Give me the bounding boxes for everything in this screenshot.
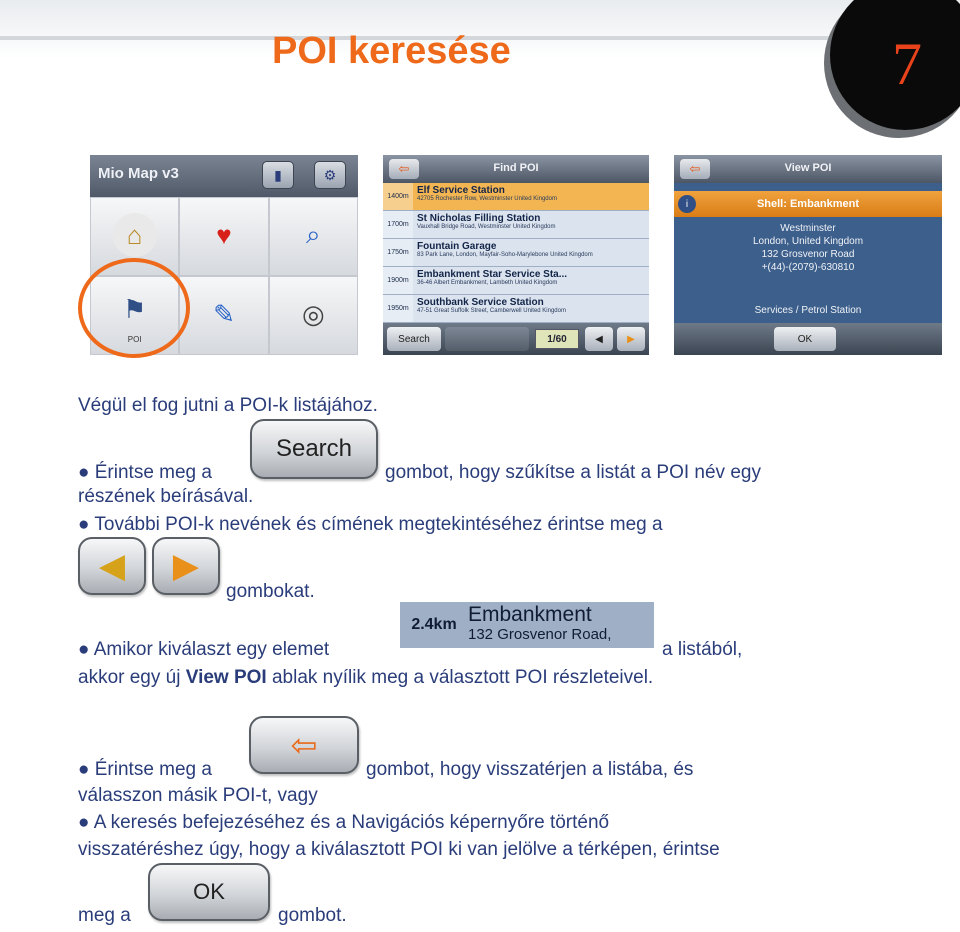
ok-button[interactable]: OK: [148, 863, 270, 921]
poi-distance: 1700m: [383, 211, 413, 238]
poi-name: Fountain Garage: [417, 241, 497, 252]
poi-list-row: [383, 295, 649, 323]
poi-address: 36-46 Albert Embankment, Lambeth United Kingdom: [417, 280, 558, 286]
sample-address: 132 Grosvenor Road,: [468, 626, 612, 643]
bullet-5-line1: ● A keresés befejezéséhez és a Navigációs képernyőre történő: [78, 812, 610, 833]
poi-text: [413, 267, 649, 294]
left-arrow-icon: ◀: [98, 547, 126, 585]
chapter-number: 7: [892, 31, 922, 97]
search-button[interactable]: Search: [250, 419, 378, 479]
view-poi-term: View POI: [185, 667, 267, 688]
poi-flag-icon: ⚑: [123, 294, 147, 324]
back-arrow-icon: ⇦: [680, 159, 710, 179]
bullet-5-end: gombot.: [278, 905, 347, 926]
view-poi-screenshot: [674, 155, 942, 355]
bullet-3-line2: [78, 666, 653, 690]
poi-details: [674, 217, 942, 274]
find-title: Find POI: [493, 162, 539, 174]
heart-icon: ♥: [216, 219, 232, 250]
poi-detail-line: 132 Grosvenor Road: [761, 249, 855, 260]
checklist-icon: ✎: [213, 298, 235, 329]
menu-item-label: POI: [127, 334, 142, 344]
sample-text: [468, 602, 654, 648]
poi-detail-line: +(44)-(2079)-630810: [761, 262, 855, 273]
menu-item-favourites: [179, 197, 268, 276]
poi-category: Services / Petrol Station: [754, 305, 862, 316]
next-arrow-icon: ▶: [617, 327, 645, 351]
prev-arrow-icon: ◀: [585, 327, 613, 351]
poi-name: Embankment Star Service Sta...: [417, 269, 568, 280]
ok-button-small: OK: [774, 327, 836, 351]
search-field-small: [445, 327, 529, 351]
find-poi-screenshot: [383, 155, 649, 355]
search-button-small: Search: [387, 327, 441, 351]
bullet-5-line2: visszatéréshez úgy, hogy a kiválasztott POI ki van jelölve a térképen, érintse: [78, 839, 720, 860]
steering-wheel-icon: ◎: [301, 298, 325, 329]
poi-distance: 1900m: [383, 267, 413, 294]
tools-icon: ⚙: [314, 161, 346, 189]
menu-item-cockpit: [269, 276, 358, 355]
menu-item-history: [179, 276, 268, 355]
info-icon: i: [678, 195, 696, 213]
back-arrow-icon: ⇦: [389, 159, 419, 179]
poi-name-banner: [674, 191, 942, 217]
magnifier-icon: ⌕: [306, 219, 321, 249]
page-indicator: 1/60: [535, 329, 579, 349]
menu-title: Mio Map v3: [98, 165, 179, 182]
poi-address: 42705 Rochester Row, Westminster United Kingdom: [417, 196, 557, 202]
poi-text: [413, 239, 649, 266]
poi-detail-line: Westminster: [780, 223, 836, 234]
intro-text: Végül el fog jutni a POI-k listájához.: [78, 395, 378, 416]
poi-text: [413, 295, 649, 322]
bullet-2: ● További POI-k nevének és címének megtekintéséhez érintse meg a: [78, 514, 663, 535]
poi-list-row: [383, 183, 649, 211]
text-run: akkor egy új: [78, 667, 181, 688]
bullet-2-end: gombokat.: [226, 581, 315, 602]
sample-name: Embankment: [468, 603, 592, 626]
menu-title-bar: [90, 155, 358, 197]
poi-name: Elf Service Station: [417, 185, 505, 196]
bullet-3-start: ● Amikor kiválaszt egy elemet: [78, 639, 330, 660]
poi-list-row: [383, 267, 649, 295]
poi-list-row: [383, 211, 649, 239]
bullet-4-start: ● Érintse meg a: [78, 759, 212, 780]
poi-name: Southbank Service Station: [417, 297, 544, 308]
poi-highlight-circle: [78, 258, 190, 358]
bullet-1-line2: részének beírásával.: [78, 486, 254, 507]
poi-list: [383, 183, 649, 323]
view-toolbar: [674, 323, 942, 355]
bullet-1-start: ● Érintse meg a: [78, 462, 212, 483]
poi-list-row: [383, 239, 649, 267]
poi-distance: 1400m: [383, 183, 413, 210]
poi-address: Vauxhall Bridge Road, Westminster United Kingdom: [417, 224, 556, 230]
menu-item-map: [269, 197, 358, 276]
poi-name: St Nicholas Filling Station: [417, 213, 541, 224]
prev-page-button[interactable]: [78, 537, 146, 595]
right-arrow-icon: ▶: [172, 547, 200, 585]
next-page-button[interactable]: [152, 537, 220, 595]
poi-address: 47-51 Great Suffolk Street, Camberwell United Kingdom: [417, 308, 566, 314]
find-toolbar: [383, 323, 649, 355]
view-title: View POI: [784, 162, 832, 174]
sample-poi-row[interactable]: [400, 602, 654, 648]
find-title-bar: [383, 155, 649, 183]
phone-icon: ▮: [262, 161, 294, 189]
text-run: ablak nyílik meg a választott POI részleteivel.: [271, 667, 654, 688]
back-button[interactable]: [249, 716, 359, 774]
bullet-5-start: meg a: [78, 905, 131, 926]
poi-distance: 1950m: [383, 295, 413, 322]
house-icon: ⌂: [113, 213, 157, 257]
bullet-4-end: gombot, hogy visszatérjen a listába, és: [366, 759, 694, 780]
poi-text: [413, 183, 649, 210]
back-arrow-icon: ⇦: [290, 727, 318, 763]
poi-text: [413, 211, 649, 238]
poi-name: Shell: Embankment: [756, 198, 860, 210]
view-title-bar: [674, 155, 942, 183]
poi-detail-line: London, United Kingdom: [752, 236, 864, 247]
bullet-3-end: a listából,: [662, 639, 743, 660]
poi-distance: 1750m: [383, 239, 413, 266]
bullet-1-end: gombot, hogy szűkítse a listát a POI név egy: [385, 462, 761, 483]
page-title: POI keresése: [272, 30, 511, 72]
poi-address: 83 Park Lane, London, Mayfair-Soho-Marylebone United Kingdom: [417, 252, 593, 258]
bullet-4-line2: válasszon másik POI-t, vagy: [78, 785, 318, 806]
sample-distance: 2.4km: [411, 616, 457, 633]
